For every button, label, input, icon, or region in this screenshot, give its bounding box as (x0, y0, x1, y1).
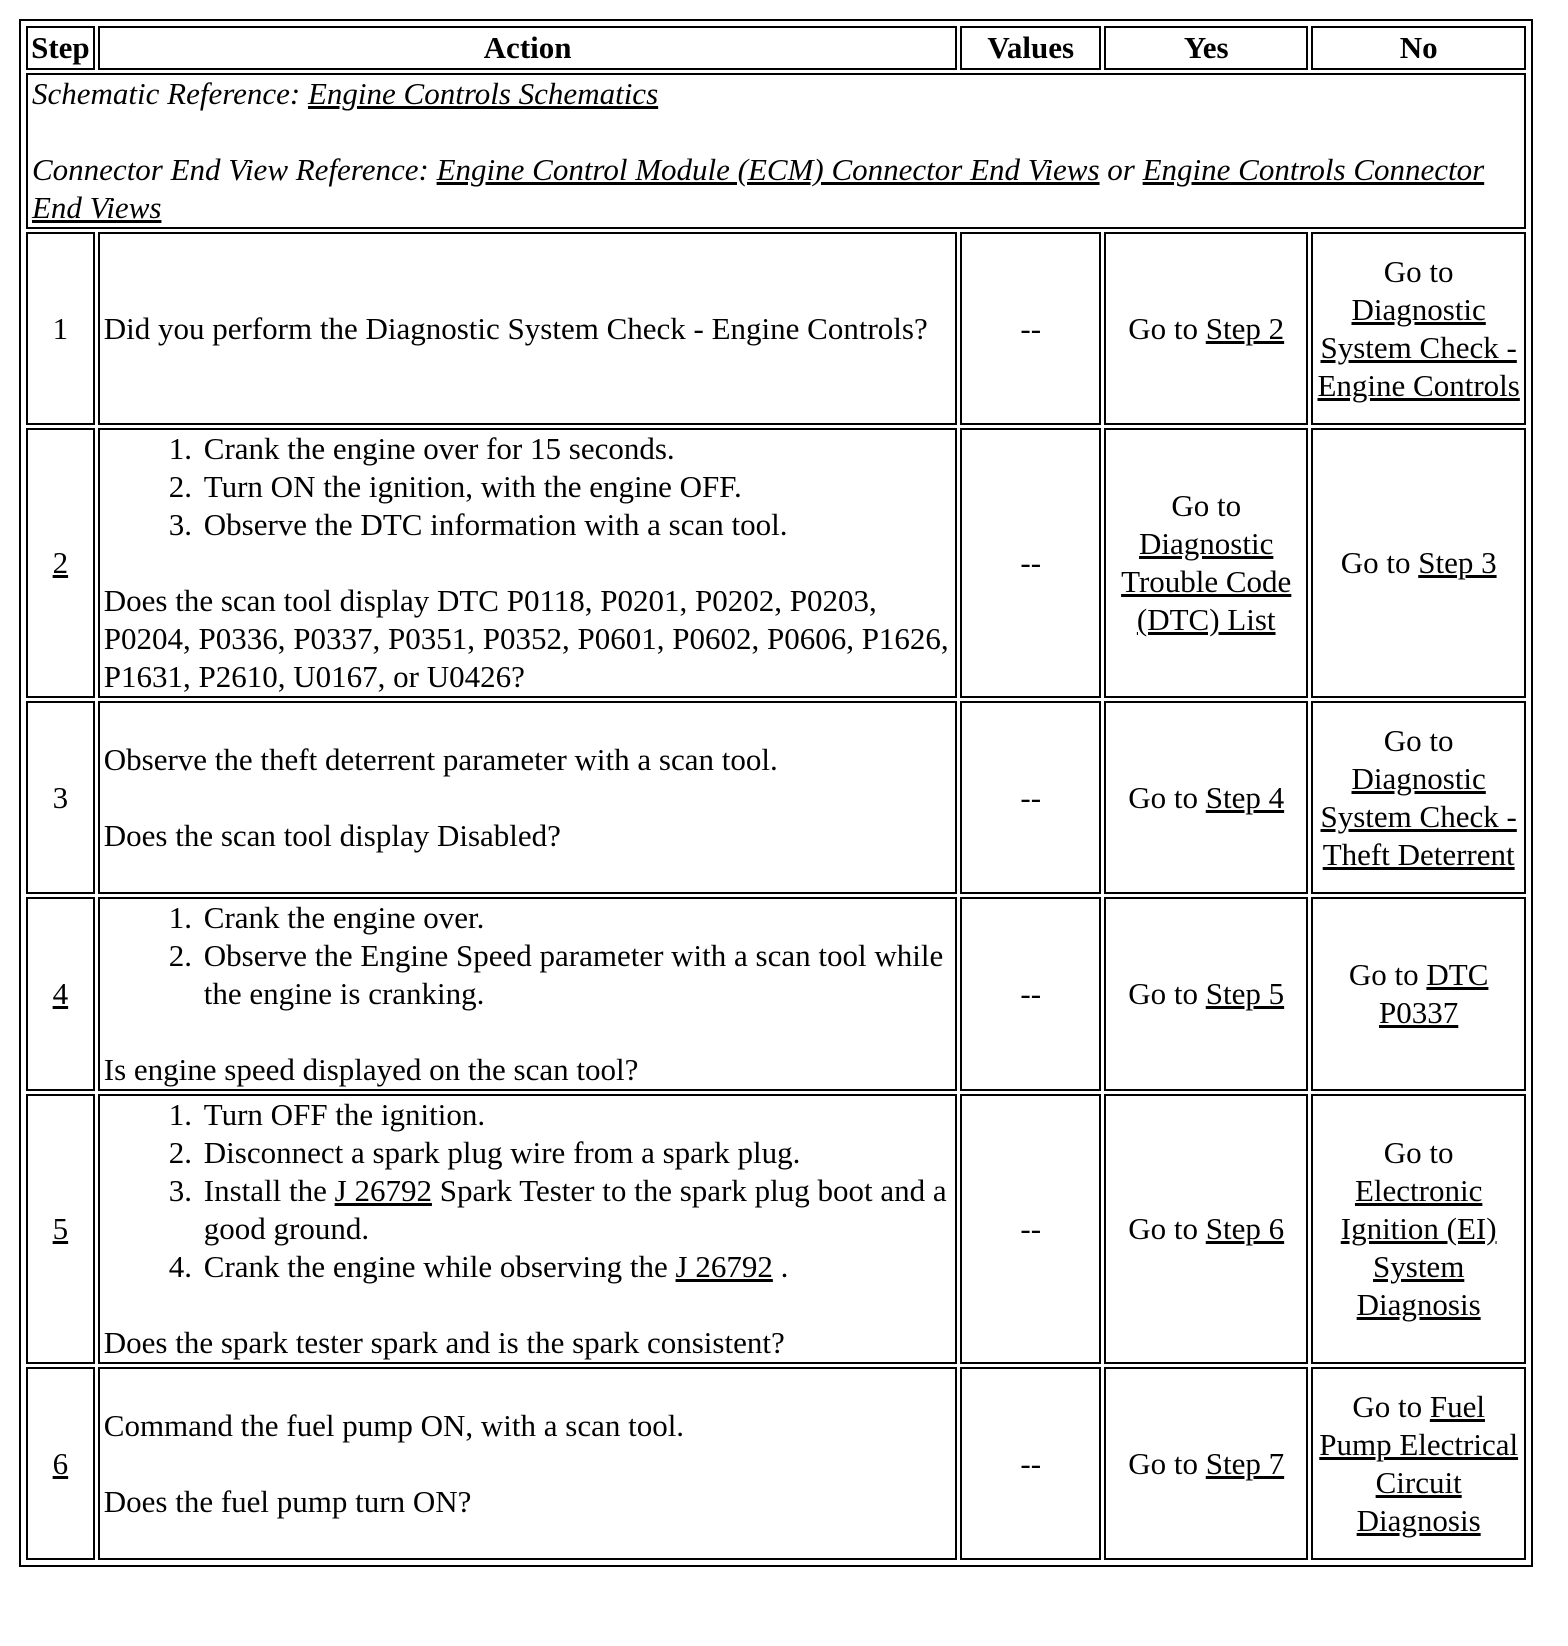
engine-controls-connector-end-views-link[interactable]: Engine Controls Connector End Views (32, 152, 1485, 225)
instruction-item: 1. Crank the engine over for 15 seconds. (200, 430, 952, 468)
yes-link[interactable]: Step 5 (1205, 976, 1285, 1011)
yes-cell (1104, 897, 1308, 1091)
step-row-4 (26, 897, 1526, 1091)
no-prefix: Go to (1383, 1135, 1454, 1170)
action-cell (98, 428, 958, 698)
step-number-link[interactable] (26, 1094, 95, 1364)
yes-cell (1104, 232, 1308, 425)
step-number: 3 (26, 701, 95, 894)
yes-cell (1104, 428, 1308, 698)
instruction-item: 3. Observe the DTC information with a scan tool. (200, 506, 952, 544)
header-row (26, 26, 1526, 70)
values-cell: -- (960, 232, 1101, 425)
question-text: Is engine speed displayed on the scan tool? (103, 1052, 639, 1087)
no-link[interactable]: Electronic Ignition (EI) System Diagnosis (1340, 1173, 1497, 1322)
yes-cell (1104, 1367, 1308, 1560)
instruction-list (104, 899, 952, 1013)
reference-row (26, 73, 1526, 229)
action-cell (98, 232, 958, 425)
no-cell (1311, 1094, 1526, 1364)
instruction-item: 1. Turn OFF the ignition. (200, 1096, 952, 1134)
spark-tester-tool-link[interactable]: J 26792 (334, 1173, 432, 1208)
yes-link[interactable]: Step 7 (1205, 1445, 1285, 1481)
step-number-link[interactable] (26, 1367, 95, 1560)
action-cell (98, 1094, 958, 1364)
question-text: Does the scan tool display DTC P0118, P0201, P0202, P0203, P0204, P0336, P0337, P0351, P0352, P0601, P0602, P0606, P1626, P1631, P2610, U0167, or U0426? (103, 583, 949, 694)
action-cell (98, 897, 958, 1091)
yes-prefix: Go to (1128, 779, 1199, 815)
diagnostic-table (23, 23, 1529, 1563)
values-cell: -- (960, 701, 1101, 894)
instruction-text: Install the (203, 1173, 327, 1208)
instruction-item: 2. Disconnect a spark plug wire from a spark plug. (200, 1134, 952, 1172)
step-row-3 (26, 701, 1526, 894)
no-cell (1311, 897, 1526, 1091)
question-text: Does the spark tester spark and is the spark consistent? (103, 1325, 785, 1360)
instruction-item: 2. Observe the Engine Speed parameter with a scan tool while the engine is cranking. (200, 937, 952, 1013)
ecm-connector-end-views-link[interactable]: Engine Control Module (ECM) Connector End Views (436, 152, 1100, 187)
question-text: Did you perform the Diagnostic System Check - Engine Controls? (103, 310, 928, 346)
no-link[interactable]: DTC P0337 (1379, 957, 1489, 1030)
step-number[interactable]: 2 (52, 545, 69, 580)
yes-prefix: Go to (1128, 976, 1199, 1011)
values-cell: -- (960, 428, 1101, 698)
no-link[interactable]: Diagnostic System Check - Engine Controls (1317, 291, 1520, 403)
no-cell (1311, 428, 1526, 698)
no-link[interactable]: Fuel Pump Electrical Circuit Diagnosis (1319, 1388, 1519, 1538)
reference-cell (26, 73, 1526, 229)
no-prefix: Go to (1352, 1388, 1423, 1424)
values-cell: -- (960, 1094, 1101, 1364)
values-cell: -- (960, 897, 1101, 1091)
step-number[interactable]: 5 (52, 1211, 69, 1246)
yes-link[interactable]: Diagnostic Trouble Code (DTC) List (1121, 526, 1292, 637)
spark-tester-tool-link[interactable]: J 26792 (675, 1249, 773, 1284)
instruction-item (200, 1248, 952, 1286)
instruction-text: Spark Tester to the spark plug boot and a good ground. (203, 1173, 947, 1246)
header-action: Action (98, 26, 958, 70)
step-row-6 (26, 1367, 1526, 1560)
instruction-text: Command the fuel pump ON, with a scan tool. (103, 1407, 685, 1443)
step-row-1 (26, 232, 1526, 425)
step-number-link[interactable] (26, 897, 95, 1091)
schematic-reference-label: Schematic Reference: (32, 76, 301, 111)
yes-prefix: Go to (1128, 1445, 1199, 1481)
instruction-item: 2. Turn ON the ignition, with the engine OFF. (200, 468, 952, 506)
no-cell (1311, 701, 1526, 894)
step-number: 1 (26, 232, 95, 425)
engine-controls-schematics-link[interactable]: Engine Controls Schematics (307, 76, 659, 111)
connector-reference-label: Connector End View Reference: (32, 152, 429, 187)
no-cell (1311, 232, 1526, 425)
no-prefix: Go to (1383, 722, 1454, 758)
no-cell (1311, 1367, 1526, 1560)
yes-cell (1104, 701, 1308, 894)
header-step: Step (26, 26, 95, 70)
step-number[interactable]: 6 (52, 1445, 69, 1481)
no-prefix: Go to (1340, 545, 1411, 580)
instruction-list (104, 430, 952, 544)
yes-link[interactable]: Step 2 (1205, 310, 1285, 346)
instruction-text: Observe the theft deterrent parameter with a scan tool. (103, 741, 778, 777)
step-number-link[interactable] (26, 428, 95, 698)
no-link[interactable]: Diagnostic System Check - Theft Deterrent (1320, 760, 1517, 872)
step-row-5 (26, 1094, 1526, 1364)
question-text: Does the fuel pump turn ON? (103, 1483, 472, 1519)
instruction-item (200, 1172, 952, 1248)
instruction-item: 1. Crank the engine over. (200, 899, 952, 937)
yes-prefix: Go to (1171, 488, 1242, 523)
instruction-text: . (780, 1249, 789, 1284)
question-text: Does the scan tool display Disabled? (103, 817, 561, 853)
yes-link[interactable]: Step 4 (1205, 779, 1285, 815)
connector-or-text: or (1107, 152, 1135, 187)
yes-prefix: Go to (1128, 310, 1199, 346)
no-link[interactable]: Step 3 (1418, 545, 1497, 580)
diagnostic-table-frame (19, 19, 1533, 1567)
action-cell (98, 701, 958, 894)
action-cell (98, 1367, 958, 1560)
header-values: Values (960, 26, 1101, 70)
yes-prefix: Go to (1128, 1211, 1199, 1246)
no-prefix: Go to (1348, 957, 1419, 992)
no-prefix: Go to (1383, 253, 1454, 289)
yes-cell (1104, 1094, 1308, 1364)
yes-link[interactable]: Step 6 (1205, 1211, 1285, 1246)
header-yes: Yes (1104, 26, 1308, 70)
instruction-text: Crank the engine while observing the (203, 1249, 668, 1284)
values-cell: -- (960, 1367, 1101, 1560)
header-no: No (1311, 26, 1526, 70)
step-row-2 (26, 428, 1526, 698)
instruction-list (104, 1096, 952, 1286)
step-number[interactable]: 4 (52, 976, 69, 1011)
